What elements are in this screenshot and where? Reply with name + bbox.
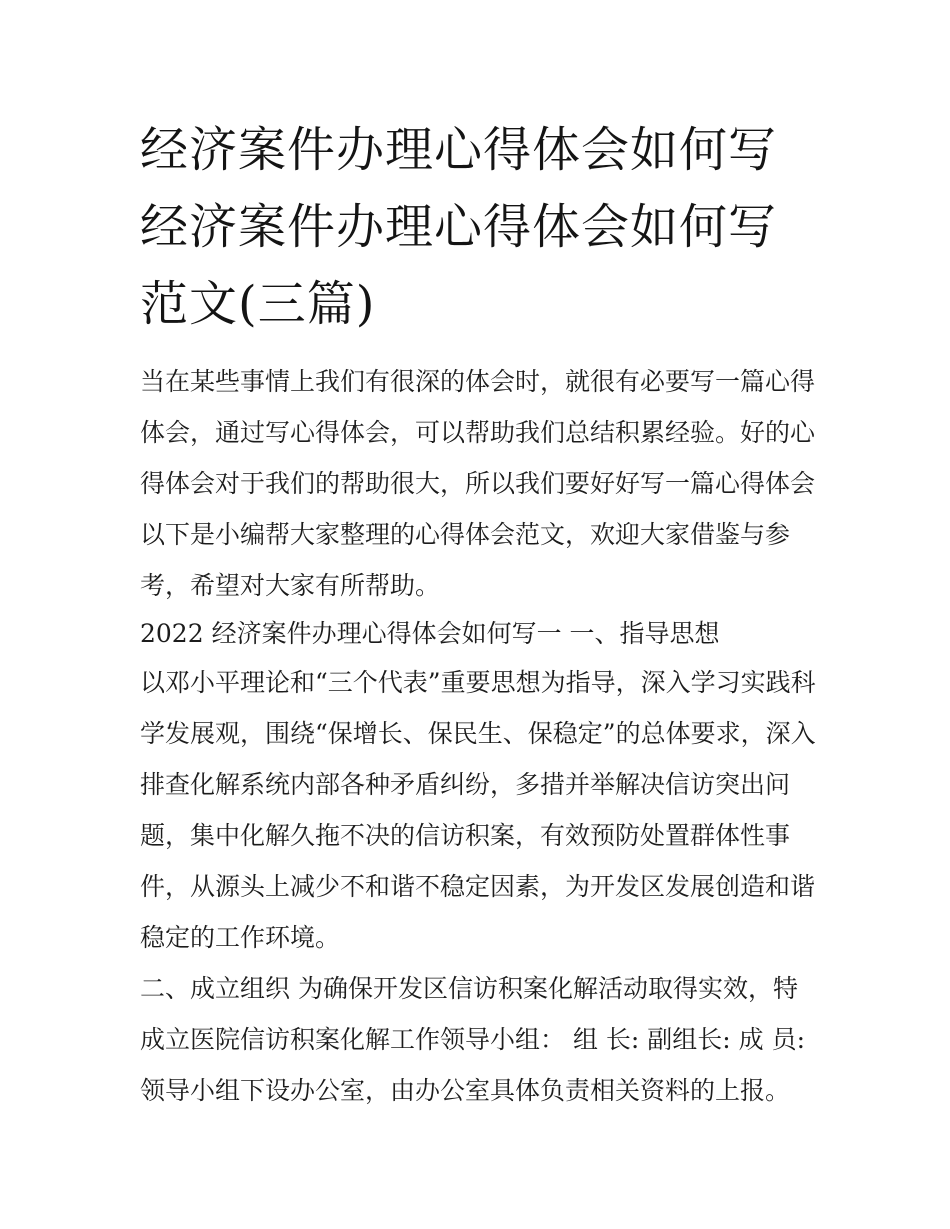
title-line-2: 经济案件办理心得体会如何写 xyxy=(140,199,778,255)
guiding-thought-paragraph: 以邓小平理论和“三个代表”重要思想为指导，深入学习实践科学发展观，围绕“保增长、保民生、保稳定”的总体要求，深入排查化解系统内部各种矛盾纠纷，多措并举解决信访突出问题，集中化解久拖不决的信访积案，有效预防处置群体性事件，从源头上减少不和谐不稳定因素，为开发区发展创造和谐稳定的工作环境。 xyxy=(140,668,816,952)
organization-paragraph: 二、成立组织 为确保开发区信访积案化解活动取得实效，特成立医院信访积案化解工作领导小组： 组 长: 副组长: 成 员: 领导小组下设办公室，由办公室具体负责相关资料的上报。 xyxy=(140,974,806,1105)
intro-paragraph: 当在某些事情上我们有很深的体会时，就很有必要写一篇心得体会，通过写心得体会，可以帮助我们总结积累经验。好的心得体会对于我们的帮助很大，所以我们要好好写一篇心得体会以下是小编帮大家整理的心得体会范文，欢迎大家借鉴与参考，希望对大家有所帮助。 xyxy=(140,367,816,600)
title-line-3: 范文(三篇) xyxy=(140,276,376,332)
title-line-1: 经济案件办理心得体会如何写 xyxy=(140,122,778,178)
document-body xyxy=(140,356,820,1116)
section-heading-guiding-thought: 2022 经济案件办理心得体会如何写一 一、指导思想 xyxy=(140,619,720,648)
document-title xyxy=(140,112,820,343)
